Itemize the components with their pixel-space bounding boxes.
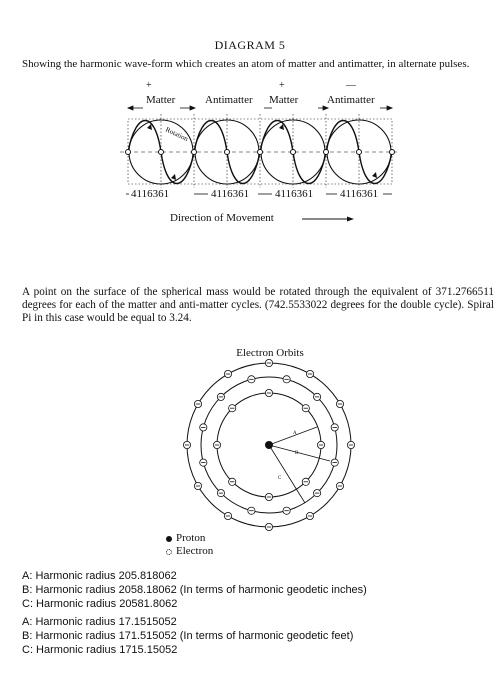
wave-values	[131, 188, 378, 200]
direction-label: Direction of Movement	[170, 212, 274, 224]
svg-text:4116361: 4116361	[131, 188, 170, 200]
svg-text:4116361: 4116361	[211, 188, 250, 200]
radius-c-inches: C: Harmonic radius 20581.8062	[22, 598, 178, 610]
rotation-paragraph: A point on the surface of the spherical mass would be rotated through the equivalent of 371.2766511 degrees for each of the matter and anti-matter cycles. (742.5533022 degrees for the double cycle). Spiral Pi in this case would be equal to 3.24.	[22, 286, 494, 324]
radii-inches-list	[22, 569, 367, 611]
legend-electron-label: Electron	[176, 545, 214, 557]
wave-label-matter-1: Matter	[146, 94, 176, 106]
legend-proton	[166, 532, 213, 545]
svg-text:+: +	[146, 80, 152, 91]
svg-text:+: +	[279, 80, 285, 91]
radius-b-inches: B: Harmonic radius 2058.18062 (In terms of harmonic geodetic inches)	[22, 584, 367, 596]
wave-label-matter-2: Matter	[269, 94, 299, 106]
direction-arrowhead	[347, 217, 354, 222]
diagram-title: DIAGRAM 5	[214, 38, 286, 52]
legend-proton-label: Proton	[176, 532, 206, 544]
svg-text:C: C	[278, 476, 282, 481]
electron-icon	[166, 549, 172, 555]
radius-b-feet: B: Harmonic radius 171.515052 (In terms of harmonic geodetic feet)	[22, 630, 354, 642]
intro-text: Showing the harmonic wave-form which creates an atom of matter and antimatter, in alternate pulses.	[22, 58, 470, 70]
orbits-diagram	[180, 355, 360, 535]
radius-a-inches: A: Harmonic radius 205.818062	[22, 570, 177, 582]
radii-feet-list	[22, 615, 353, 657]
wave-sign-3	[345, 80, 357, 91]
rotation-label: Rotation	[164, 125, 190, 144]
wave-label-antimatter-2: Antimatter	[327, 94, 375, 106]
wave-sign-2	[279, 80, 285, 91]
svg-text:4116361: 4116361	[340, 188, 379, 200]
orbits-legend	[166, 532, 213, 558]
wave-sign-1	[146, 80, 152, 91]
legend-electron	[166, 545, 213, 558]
wave-label-antimatter-1: Antimatter	[205, 94, 253, 106]
svg-text:B: B	[295, 451, 299, 456]
radius-labels	[278, 431, 299, 481]
svg-text:A: A	[293, 431, 297, 436]
proton-icon	[166, 536, 172, 542]
svg-text:4116361: 4116361	[275, 188, 314, 200]
radius-a-feet: A: Harmonic radius 17.1515052	[22, 616, 177, 628]
svg-text:—: —	[346, 80, 356, 91]
top-arrows	[128, 106, 392, 110]
orbits-title: Electron Orbits	[236, 347, 304, 359]
waveform-diagram	[0, 0, 500, 240]
radius-c-feet: C: Harmonic radius 1715.15052	[22, 644, 178, 656]
